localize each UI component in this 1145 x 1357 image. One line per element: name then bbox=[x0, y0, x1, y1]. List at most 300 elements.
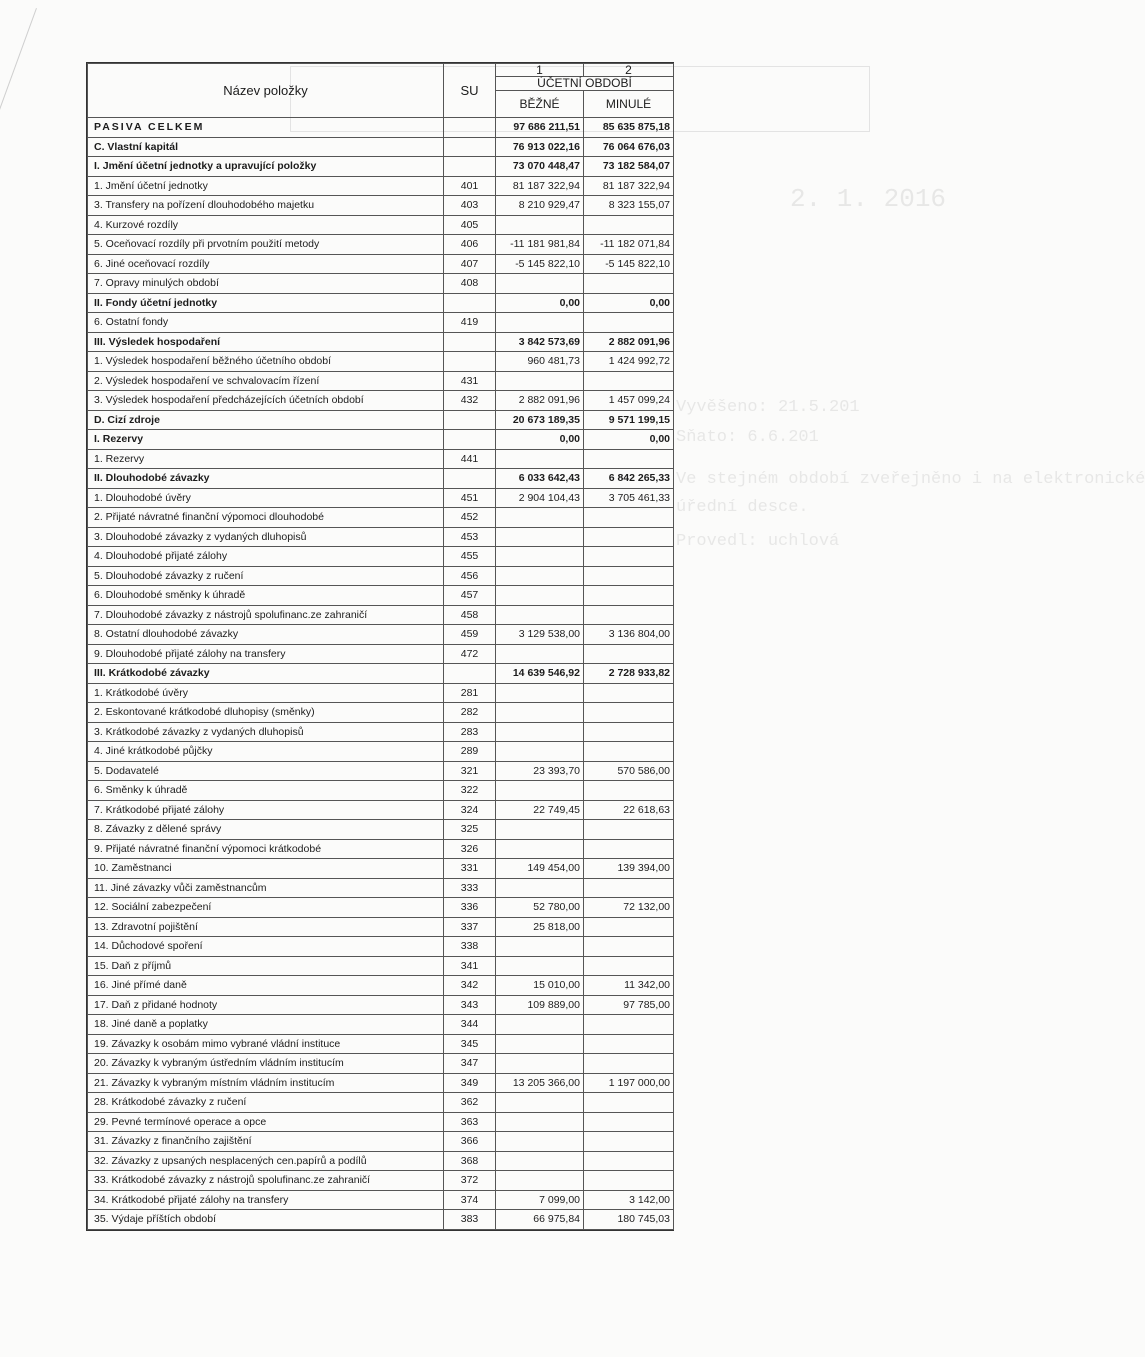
row-su: 368 bbox=[444, 1151, 496, 1171]
row-name: I. Jmění účetní jednotky a upravující položky bbox=[88, 157, 444, 177]
row-name: 8. Závazky z dělené správy bbox=[88, 820, 444, 840]
table-row bbox=[88, 235, 674, 255]
row-su: 366 bbox=[444, 1132, 496, 1152]
row-name: 29. Pevné termínové operace a opce bbox=[88, 1112, 444, 1132]
row-su: 345 bbox=[444, 1034, 496, 1054]
bleed-through-text: Sňato: 6.6.201 bbox=[676, 428, 819, 447]
row-name: PASIVA CELKEM bbox=[88, 118, 444, 138]
row-su: 321 bbox=[444, 761, 496, 781]
row-name: 5. Dlouhodobé závazky z ručení bbox=[88, 566, 444, 586]
table-row bbox=[88, 683, 674, 703]
row-name: 33. Krátkodobé závazky z nástrojů spolufinanc.ze zahraničí bbox=[88, 1171, 444, 1191]
row-previous-value bbox=[584, 1054, 674, 1074]
row-name: 6. Směnky k úhradě bbox=[88, 781, 444, 801]
row-name: C. Vlastní kapitál bbox=[88, 137, 444, 157]
bleed-through-text: Ve stejném období zveřejněno i na elektronické bbox=[676, 470, 1145, 489]
row-previous-value bbox=[584, 547, 674, 567]
table-row bbox=[88, 761, 674, 781]
row-previous-value bbox=[584, 371, 674, 391]
row-name: 4. Dlouhodobé přijaté zálohy bbox=[88, 547, 444, 567]
row-current-value bbox=[496, 742, 584, 762]
row-name: 4. Kurzové rozdíly bbox=[88, 215, 444, 235]
row-su bbox=[444, 293, 496, 313]
row-previous-value: 570 586,00 bbox=[584, 761, 674, 781]
row-su: 347 bbox=[444, 1054, 496, 1074]
table-row bbox=[88, 1093, 674, 1113]
row-name: 12. Sociální zabezpečení bbox=[88, 898, 444, 918]
row-name: 1. Výsledek hospodaření běžného účetního období bbox=[88, 352, 444, 372]
table-row bbox=[88, 508, 674, 528]
row-su: 407 bbox=[444, 254, 496, 274]
row-previous-value bbox=[584, 820, 674, 840]
row-name: 3. Dlouhodobé závazky z vydaných dluhopisů bbox=[88, 527, 444, 547]
row-current-value bbox=[496, 508, 584, 528]
row-name: I. Rezervy bbox=[88, 430, 444, 450]
column-number: 2 bbox=[584, 64, 674, 77]
row-su: 349 bbox=[444, 1073, 496, 1093]
row-name: 9. Dlouhodobé přijaté zálohy na transfery bbox=[88, 644, 444, 664]
row-previous-value: 180 745,03 bbox=[584, 1210, 674, 1230]
row-previous-value bbox=[584, 839, 674, 859]
row-su: 401 bbox=[444, 176, 496, 196]
table-row bbox=[88, 839, 674, 859]
row-current-value: 81 187 322,94 bbox=[496, 176, 584, 196]
row-current-value bbox=[496, 1171, 584, 1191]
table-row bbox=[88, 118, 674, 138]
row-name: III. Výsledek hospodaření bbox=[88, 332, 444, 352]
row-su: 459 bbox=[444, 625, 496, 645]
row-su: 453 bbox=[444, 527, 496, 547]
row-su bbox=[444, 664, 496, 684]
row-previous-value: 8 323 155,07 bbox=[584, 196, 674, 216]
row-previous-value bbox=[584, 1132, 674, 1152]
row-current-value: 7 099,00 bbox=[496, 1190, 584, 1210]
row-current-value: 3 129 538,00 bbox=[496, 625, 584, 645]
table-row bbox=[88, 722, 674, 742]
table-row bbox=[88, 742, 674, 762]
row-name: 5. Oceňovací rozdíly při prvotním použití metody bbox=[88, 235, 444, 255]
row-name: 19. Závazky k osobám mimo vybrané vládní instituce bbox=[88, 1034, 444, 1054]
column-header-previous: MINULÉ bbox=[584, 91, 674, 118]
table-row bbox=[88, 800, 674, 820]
row-name: 7. Opravy minulých období bbox=[88, 274, 444, 294]
row-name: 21. Závazky k vybraným místním vládním institucím bbox=[88, 1073, 444, 1093]
bleed-through-stamp: 2. 1. 2016 bbox=[790, 184, 947, 214]
row-name: 7. Dlouhodobé závazky z nástrojů spolufinanc.ze zahraničí bbox=[88, 605, 444, 625]
row-name: 16. Jiné přímé daně bbox=[88, 976, 444, 996]
row-current-value bbox=[496, 547, 584, 567]
row-su bbox=[444, 118, 496, 138]
table-row bbox=[88, 878, 674, 898]
row-su bbox=[444, 469, 496, 489]
row-su: 458 bbox=[444, 605, 496, 625]
row-current-value bbox=[496, 683, 584, 703]
table-row bbox=[88, 391, 674, 411]
row-su: 419 bbox=[444, 313, 496, 333]
row-su bbox=[444, 157, 496, 177]
bleed-through-text: úřední desce. bbox=[676, 498, 809, 517]
row-su: 374 bbox=[444, 1190, 496, 1210]
row-current-value bbox=[496, 566, 584, 586]
row-name: 28. Krátkodobé závazky z ručení bbox=[88, 1093, 444, 1113]
table-row bbox=[88, 1151, 674, 1171]
row-name: 3. Výsledek hospodaření předcházejících účetních období bbox=[88, 391, 444, 411]
row-su: 372 bbox=[444, 1171, 496, 1191]
table-row bbox=[88, 605, 674, 625]
row-name: 7. Krátkodobé přijaté zálohy bbox=[88, 800, 444, 820]
row-name: 6. Jiné oceňovací rozdíly bbox=[88, 254, 444, 274]
bleed-through-text: Vyvěšeno: 21.5.201 bbox=[676, 398, 860, 417]
balance-sheet-table bbox=[86, 62, 674, 1231]
row-current-value: 97 686 211,51 bbox=[496, 118, 584, 138]
row-current-value bbox=[496, 937, 584, 957]
table-row bbox=[88, 488, 674, 508]
table-row bbox=[88, 976, 674, 996]
row-name: 1. Krátkodobé úvěry bbox=[88, 683, 444, 703]
row-previous-value bbox=[584, 917, 674, 937]
row-previous-value bbox=[584, 683, 674, 703]
row-name: 2. Eskontované krátkodobé dluhopisy (směnky) bbox=[88, 703, 444, 723]
table-row bbox=[88, 1073, 674, 1093]
table-row bbox=[88, 157, 674, 177]
table-row bbox=[88, 1112, 674, 1132]
row-previous-value bbox=[584, 1093, 674, 1113]
row-current-value: 3 842 573,69 bbox=[496, 332, 584, 352]
row-previous-value bbox=[584, 508, 674, 528]
row-current-value: 960 481,73 bbox=[496, 352, 584, 372]
row-current-value bbox=[496, 371, 584, 391]
table-row bbox=[88, 254, 674, 274]
row-previous-value: 9 571 199,15 bbox=[584, 410, 674, 430]
row-su: 338 bbox=[444, 937, 496, 957]
row-su: 362 bbox=[444, 1093, 496, 1113]
row-previous-value: 76 064 676,03 bbox=[584, 137, 674, 157]
scan-mark bbox=[0, 8, 37, 149]
row-previous-value: 2 728 933,82 bbox=[584, 664, 674, 684]
row-name: 2. Přijaté návratné finanční výpomoci dlouhodobé bbox=[88, 508, 444, 528]
row-current-value: -5 145 822,10 bbox=[496, 254, 584, 274]
row-name: 6. Dlouhodobé směnky k úhradě bbox=[88, 586, 444, 606]
row-previous-value: 3 136 804,00 bbox=[584, 625, 674, 645]
table-row bbox=[88, 332, 674, 352]
row-previous-value: 3 142,00 bbox=[584, 1190, 674, 1210]
row-name: 1. Jmění účetní jednotky bbox=[88, 176, 444, 196]
row-previous-value bbox=[584, 722, 674, 742]
row-previous-value: 22 618,63 bbox=[584, 800, 674, 820]
row-name: 6. Ostatní fondy bbox=[88, 313, 444, 333]
row-previous-value: 0,00 bbox=[584, 430, 674, 450]
row-current-value: 2 882 091,96 bbox=[496, 391, 584, 411]
row-previous-value: 0,00 bbox=[584, 293, 674, 313]
row-name: 2. Výsledek hospodaření ve schvalovacím řízení bbox=[88, 371, 444, 391]
row-current-value: 66 975,84 bbox=[496, 1210, 584, 1230]
row-previous-value: -5 145 822,10 bbox=[584, 254, 674, 274]
row-su: 472 bbox=[444, 644, 496, 664]
row-name: 3. Krátkodobé závazky z vydaných dluhopisů bbox=[88, 722, 444, 742]
row-su: 441 bbox=[444, 449, 496, 469]
row-name: 1. Dlouhodobé úvěry bbox=[88, 488, 444, 508]
table-row bbox=[88, 371, 674, 391]
row-current-value bbox=[496, 605, 584, 625]
table-row bbox=[88, 1132, 674, 1152]
table-row bbox=[88, 527, 674, 547]
table-row bbox=[88, 215, 674, 235]
row-name: 8. Ostatní dlouhodobé závazky bbox=[88, 625, 444, 645]
column-header-name: Název položky bbox=[88, 64, 444, 118]
row-name: 1. Rezervy bbox=[88, 449, 444, 469]
row-previous-value bbox=[584, 566, 674, 586]
row-previous-value bbox=[584, 313, 674, 333]
row-su: 342 bbox=[444, 976, 496, 996]
row-current-value bbox=[496, 1054, 584, 1074]
row-su: 383 bbox=[444, 1210, 496, 1230]
row-su: 325 bbox=[444, 820, 496, 840]
row-previous-value: 139 394,00 bbox=[584, 859, 674, 879]
row-su: 343 bbox=[444, 995, 496, 1015]
row-name: 34. Krátkodobé přijaté zálohy na transfery bbox=[88, 1190, 444, 1210]
table-row bbox=[88, 859, 674, 879]
row-su: 336 bbox=[444, 898, 496, 918]
table-row bbox=[88, 352, 674, 372]
row-current-value: 14 639 546,92 bbox=[496, 664, 584, 684]
row-current-value: 8 210 929,47 bbox=[496, 196, 584, 216]
row-su: 457 bbox=[444, 586, 496, 606]
row-previous-value bbox=[584, 527, 674, 547]
row-su: 283 bbox=[444, 722, 496, 742]
row-current-value bbox=[496, 820, 584, 840]
row-name: 14. Důchodové spoření bbox=[88, 937, 444, 957]
table-row bbox=[88, 449, 674, 469]
row-su: 456 bbox=[444, 566, 496, 586]
row-su: 455 bbox=[444, 547, 496, 567]
row-previous-value bbox=[584, 742, 674, 762]
row-name: 11. Jiné závazky vůči zaměstnancům bbox=[88, 878, 444, 898]
row-previous-value: 1 424 992,72 bbox=[584, 352, 674, 372]
table-row bbox=[88, 293, 674, 313]
row-current-value bbox=[496, 1034, 584, 1054]
row-su: 403 bbox=[444, 196, 496, 216]
row-current-value: 73 070 448,47 bbox=[496, 157, 584, 177]
row-current-value bbox=[496, 644, 584, 664]
table-row bbox=[88, 586, 674, 606]
row-su: 432 bbox=[444, 391, 496, 411]
column-number: 1 bbox=[496, 64, 584, 77]
row-name: 10. Zaměstnanci bbox=[88, 859, 444, 879]
row-current-value: 6 033 642,43 bbox=[496, 469, 584, 489]
table-row bbox=[88, 566, 674, 586]
row-previous-value bbox=[584, 937, 674, 957]
row-name: II. Fondy účetní jednotky bbox=[88, 293, 444, 313]
table-row bbox=[88, 1054, 674, 1074]
row-current-value: 109 889,00 bbox=[496, 995, 584, 1015]
row-previous-value bbox=[584, 644, 674, 664]
row-su: 341 bbox=[444, 956, 496, 976]
row-su: 331 bbox=[444, 859, 496, 879]
table-row bbox=[88, 956, 674, 976]
table-row bbox=[88, 664, 674, 684]
row-previous-value: 81 187 322,94 bbox=[584, 176, 674, 196]
row-previous-value: 11 342,00 bbox=[584, 976, 674, 996]
row-name: 4. Jiné krátkodobé půjčky bbox=[88, 742, 444, 762]
row-su: 289 bbox=[444, 742, 496, 762]
table-row bbox=[88, 898, 674, 918]
row-name: 13. Zdravotní pojištění bbox=[88, 917, 444, 937]
row-previous-value bbox=[584, 1112, 674, 1132]
row-current-value bbox=[496, 527, 584, 547]
row-name: III. Krátkodobé závazky bbox=[88, 664, 444, 684]
column-header-su: SU bbox=[444, 64, 496, 118]
table-row bbox=[88, 937, 674, 957]
table-row bbox=[88, 176, 674, 196]
row-su bbox=[444, 137, 496, 157]
row-previous-value: 97 785,00 bbox=[584, 995, 674, 1015]
row-current-value bbox=[496, 586, 584, 606]
row-su: 322 bbox=[444, 781, 496, 801]
table-row bbox=[88, 547, 674, 567]
table-row bbox=[88, 917, 674, 937]
row-current-value bbox=[496, 781, 584, 801]
row-su: 431 bbox=[444, 371, 496, 391]
table-row bbox=[88, 1210, 674, 1230]
row-current-value: 22 749,45 bbox=[496, 800, 584, 820]
row-current-value bbox=[496, 449, 584, 469]
row-su: 408 bbox=[444, 274, 496, 294]
row-current-value: 0,00 bbox=[496, 293, 584, 313]
row-su: 452 bbox=[444, 508, 496, 528]
row-current-value bbox=[496, 1132, 584, 1152]
row-name: 18. Jiné daně a poplatky bbox=[88, 1015, 444, 1035]
column-header-current: BĚŽNÉ bbox=[496, 91, 584, 118]
row-current-value: 76 913 022,16 bbox=[496, 137, 584, 157]
row-su: 344 bbox=[444, 1015, 496, 1035]
row-previous-value bbox=[584, 878, 674, 898]
table-header bbox=[88, 64, 674, 118]
row-previous-value bbox=[584, 274, 674, 294]
row-current-value bbox=[496, 215, 584, 235]
table-row bbox=[88, 410, 674, 430]
row-su bbox=[444, 410, 496, 430]
row-current-value bbox=[496, 313, 584, 333]
table-row bbox=[88, 644, 674, 664]
row-current-value: -11 181 981,84 bbox=[496, 235, 584, 255]
row-previous-value: 6 842 265,33 bbox=[584, 469, 674, 489]
row-current-value: 149 454,00 bbox=[496, 859, 584, 879]
row-previous-value bbox=[584, 1151, 674, 1171]
row-current-value bbox=[496, 1151, 584, 1171]
table-row bbox=[88, 1190, 674, 1210]
row-current-value: 15 010,00 bbox=[496, 976, 584, 996]
table-row bbox=[88, 137, 674, 157]
row-su: 363 bbox=[444, 1112, 496, 1132]
row-name: D. Cizí zdroje bbox=[88, 410, 444, 430]
row-su: 333 bbox=[444, 878, 496, 898]
row-name: 31. Závazky z finančního zajištění bbox=[88, 1132, 444, 1152]
row-su: 326 bbox=[444, 839, 496, 859]
row-current-value bbox=[496, 878, 584, 898]
row-previous-value: -11 182 071,84 bbox=[584, 235, 674, 255]
table-body bbox=[88, 118, 674, 1230]
table-row bbox=[88, 625, 674, 645]
table-row bbox=[88, 430, 674, 450]
row-previous-value bbox=[584, 586, 674, 606]
row-su bbox=[444, 352, 496, 372]
table-row bbox=[88, 820, 674, 840]
row-su: 324 bbox=[444, 800, 496, 820]
row-previous-value: 1 197 000,00 bbox=[584, 1073, 674, 1093]
row-su: 451 bbox=[444, 488, 496, 508]
table-row bbox=[88, 1171, 674, 1191]
bleed-through-text: Provedl: uchlová bbox=[676, 532, 840, 551]
row-name: 32. Závazky z upsaných nesplacených cen.papírů a podílů bbox=[88, 1151, 444, 1171]
row-current-value: 23 393,70 bbox=[496, 761, 584, 781]
row-previous-value bbox=[584, 1034, 674, 1054]
row-previous-value: 2 882 091,96 bbox=[584, 332, 674, 352]
row-name: 5. Dodavatelé bbox=[88, 761, 444, 781]
row-current-value: 2 904 104,43 bbox=[496, 488, 584, 508]
row-name: 3. Transfery na pořízení dlouhodobého majetku bbox=[88, 196, 444, 216]
row-su: 281 bbox=[444, 683, 496, 703]
table-row bbox=[88, 995, 674, 1015]
row-previous-value bbox=[584, 1015, 674, 1035]
row-name: 35. Výdaje příštích období bbox=[88, 1210, 444, 1230]
row-current-value: 13 205 366,00 bbox=[496, 1073, 584, 1093]
row-su bbox=[444, 332, 496, 352]
row-current-value: 20 673 189,35 bbox=[496, 410, 584, 430]
row-name: 20. Závazky k vybraným ústředním vládním institucím bbox=[88, 1054, 444, 1074]
table-row bbox=[88, 274, 674, 294]
row-previous-value: 72 132,00 bbox=[584, 898, 674, 918]
row-current-value: 52 780,00 bbox=[496, 898, 584, 918]
row-current-value bbox=[496, 1093, 584, 1113]
row-current-value bbox=[496, 703, 584, 723]
row-current-value bbox=[496, 956, 584, 976]
row-previous-value: 73 182 584,07 bbox=[584, 157, 674, 177]
row-current-value bbox=[496, 1112, 584, 1132]
table-row bbox=[88, 1015, 674, 1035]
table-row bbox=[88, 196, 674, 216]
row-current-value bbox=[496, 274, 584, 294]
table-row bbox=[88, 703, 674, 723]
row-previous-value bbox=[584, 215, 674, 235]
row-current-value bbox=[496, 722, 584, 742]
row-current-value: 25 818,00 bbox=[496, 917, 584, 937]
row-previous-value: 3 705 461,33 bbox=[584, 488, 674, 508]
row-su: 406 bbox=[444, 235, 496, 255]
row-su: 405 bbox=[444, 215, 496, 235]
row-su bbox=[444, 430, 496, 450]
row-previous-value bbox=[584, 605, 674, 625]
row-current-value bbox=[496, 1015, 584, 1035]
row-previous-value bbox=[584, 703, 674, 723]
row-su: 337 bbox=[444, 917, 496, 937]
table-row bbox=[88, 469, 674, 489]
row-previous-value: 85 635 875,18 bbox=[584, 118, 674, 138]
row-name: II. Dlouhodobé závazky bbox=[88, 469, 444, 489]
table-row bbox=[88, 781, 674, 801]
row-previous-value bbox=[584, 449, 674, 469]
row-name: 17. Daň z přidané hodnoty bbox=[88, 995, 444, 1015]
row-current-value: 0,00 bbox=[496, 430, 584, 450]
table-row bbox=[88, 1034, 674, 1054]
table-row bbox=[88, 313, 674, 333]
row-current-value bbox=[496, 839, 584, 859]
row-previous-value bbox=[584, 1171, 674, 1191]
period-header: ÚČETNÍ OBDOBÍ bbox=[496, 77, 674, 91]
row-previous-value bbox=[584, 781, 674, 801]
row-name: 15. Daň z příjmů bbox=[88, 956, 444, 976]
row-previous-value bbox=[584, 956, 674, 976]
row-previous-value: 1 457 099,24 bbox=[584, 391, 674, 411]
